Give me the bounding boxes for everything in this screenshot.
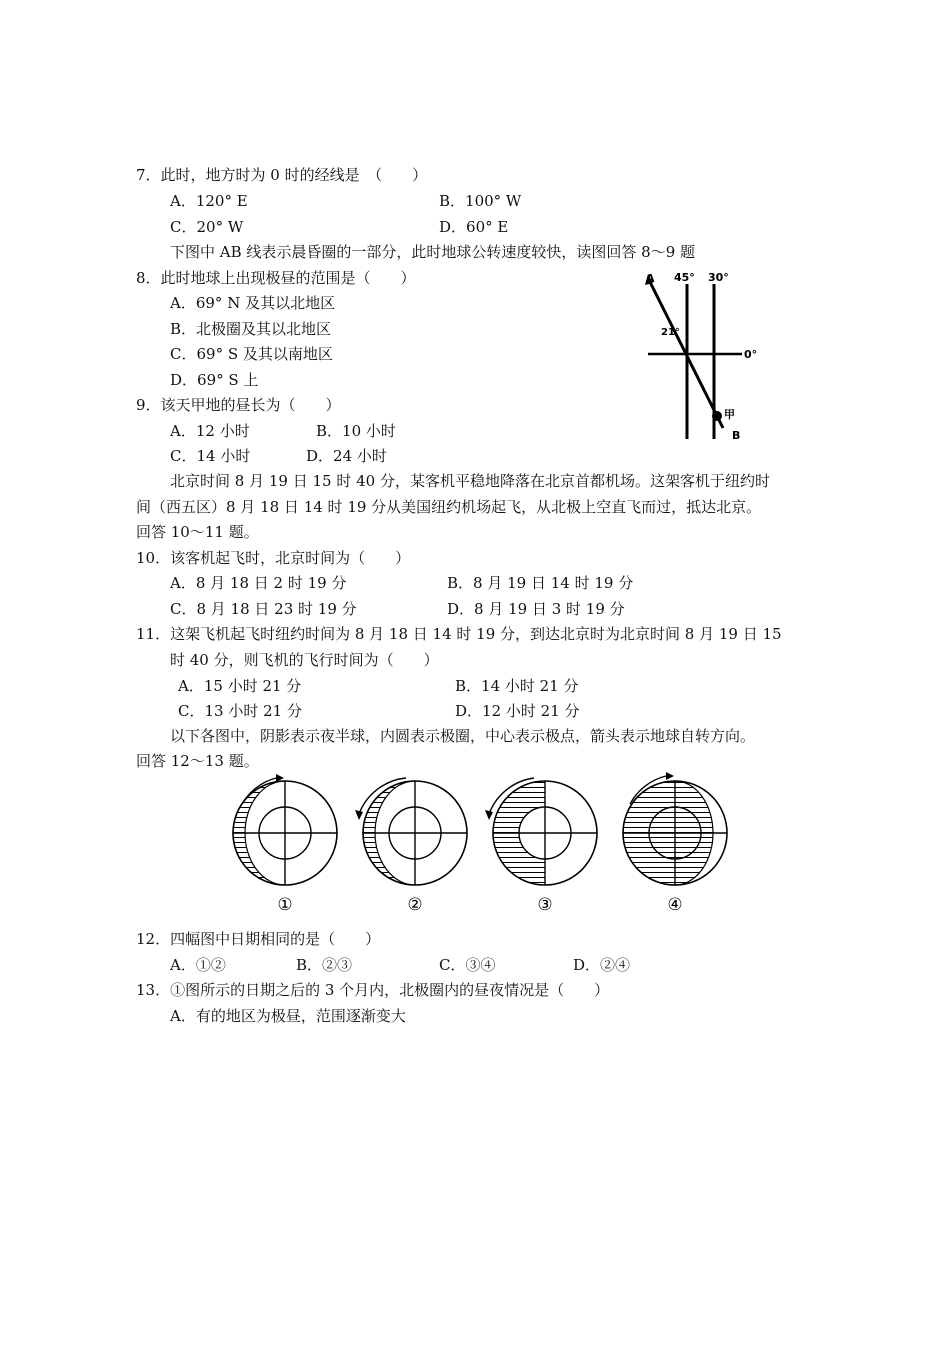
intro-12-13-line1: 以下各图中，阴影表示夜半球，内圆表示极圈，中心表示极点，箭头表示地球自转方向。	[170, 727, 756, 745]
intro-10-11-line1: 北京时间 8 月 19 日 15 时 40 分，某客机平稳地降落在北京首都机场。这架客机于纽约时	[170, 472, 770, 490]
diagram-label-4: ④	[667, 895, 683, 915]
q11-option-b: B．14 小时 21 分	[455, 677, 579, 695]
q11-stem-line2: 时 40 分，则飞机的飞行时间为（ ）	[170, 651, 439, 669]
diagram-label-3: ③	[537, 895, 553, 915]
q7-stem: 7．此时，地方时为 0 时的经线是 （ ）	[136, 166, 428, 184]
rotation-arrow-icon	[485, 810, 493, 820]
q7-option-d: D．60° E	[439, 218, 509, 236]
q9-option-a: A．12 小时	[170, 422, 250, 440]
polar-diagram-4	[623, 772, 727, 915]
q11-stem-line1: 11．这架飞机起飞时纽约时间为 8 月 18 日 14 时 19 分，到达北京时为北京时间 8 月 19 日 15	[136, 625, 782, 643]
q10-option-b: B．8 月 19 日 14 时 19 分	[447, 574, 634, 592]
label-b: B	[732, 429, 741, 442]
q11-option-d: D．12 小时 21 分	[455, 702, 580, 720]
point-jia-dot	[712, 411, 722, 421]
label-a: A	[646, 272, 655, 285]
q10-stem: 10．该客机起飞时，北京时间为（ ）	[136, 549, 411, 567]
q9-option-d: D．24 小时	[306, 447, 387, 465]
q12-stem: 12．四幅图中日期相同的是（ ）	[136, 930, 381, 948]
q10-option-d: D．8 月 19 日 3 时 19 分	[447, 600, 625, 618]
q12-option-b: B．②③	[296, 956, 353, 974]
q8-option-d: D．69° S 上	[170, 371, 259, 389]
q10-option-a: A．8 月 18 日 2 时 19 分	[170, 574, 347, 592]
q10-option-c: C．8 月 18 日 23 时 19 分	[170, 600, 357, 618]
q8-option-a: A．69° N 及其以北地区	[170, 294, 336, 312]
rotation-arrow-icon	[666, 772, 674, 780]
q9-option-b: B．10 小时	[316, 422, 396, 440]
terminator-diagram	[630, 268, 780, 448]
q13-option-a: A．有的地区为极昼，范围逐渐变大	[170, 1007, 406, 1025]
q11-option-c: C．13 小时 21 分	[178, 702, 302, 720]
intro-10-11-line2: 间（西五区）8 月 18 日 14 时 19 分从美国纽约机场起飞，从北极上空直飞而过，抵达北京。	[136, 498, 762, 516]
intro-12-13-line2: 回答 12～13 题。	[136, 752, 259, 770]
q8-option-b: B．北极圈及其以北地区	[170, 320, 332, 338]
label-jia: 甲	[724, 408, 735, 421]
q8-stem: 8．此时地球上出现极昼的范围是（ ）	[136, 269, 416, 287]
diagram-label-2: ②	[407, 895, 423, 915]
polar-diagram-3	[485, 778, 597, 915]
diagram-label-1: ①	[277, 895, 293, 915]
rotation-arrow-icon	[355, 810, 363, 820]
q13-stem: 13．①图所示的日期之后的 3 个月内，北极圈内的昼夜情况是（ ）	[136, 981, 610, 999]
q8-option-c: C．69° S 及其以南地区	[170, 345, 333, 363]
polar-diagram-2	[355, 778, 467, 915]
q12-option-a: A．①②	[170, 956, 226, 974]
intro-10-11-line3: 回答 10～11 题。	[136, 523, 259, 541]
q7-option-b: B．100° W	[439, 192, 522, 210]
q11-option-a: A．15 小时 21 分	[178, 677, 302, 695]
q12-option-c: C．③④	[439, 956, 496, 974]
polar-diagrams	[220, 770, 740, 915]
q7-option-a: A．120° E	[170, 192, 248, 210]
q12-option-d: D．②④	[573, 956, 631, 974]
label-21: 21°	[661, 327, 680, 338]
q9-option-c: C．14 小时	[170, 447, 251, 465]
polar-diagram-1	[233, 774, 337, 915]
label-0: 0°	[744, 348, 758, 361]
label-30: 30°	[708, 271, 729, 284]
intro-8-9: 下图中 AB 线表示晨昏圈的一部分，此时地球公转速度较快，读图回答 8～9 题	[170, 243, 696, 261]
label-45: 45°	[674, 271, 695, 284]
q7-option-c: C．20° W	[170, 218, 244, 236]
q9-stem: 9．该天甲地的昼长为（ ）	[136, 396, 341, 414]
